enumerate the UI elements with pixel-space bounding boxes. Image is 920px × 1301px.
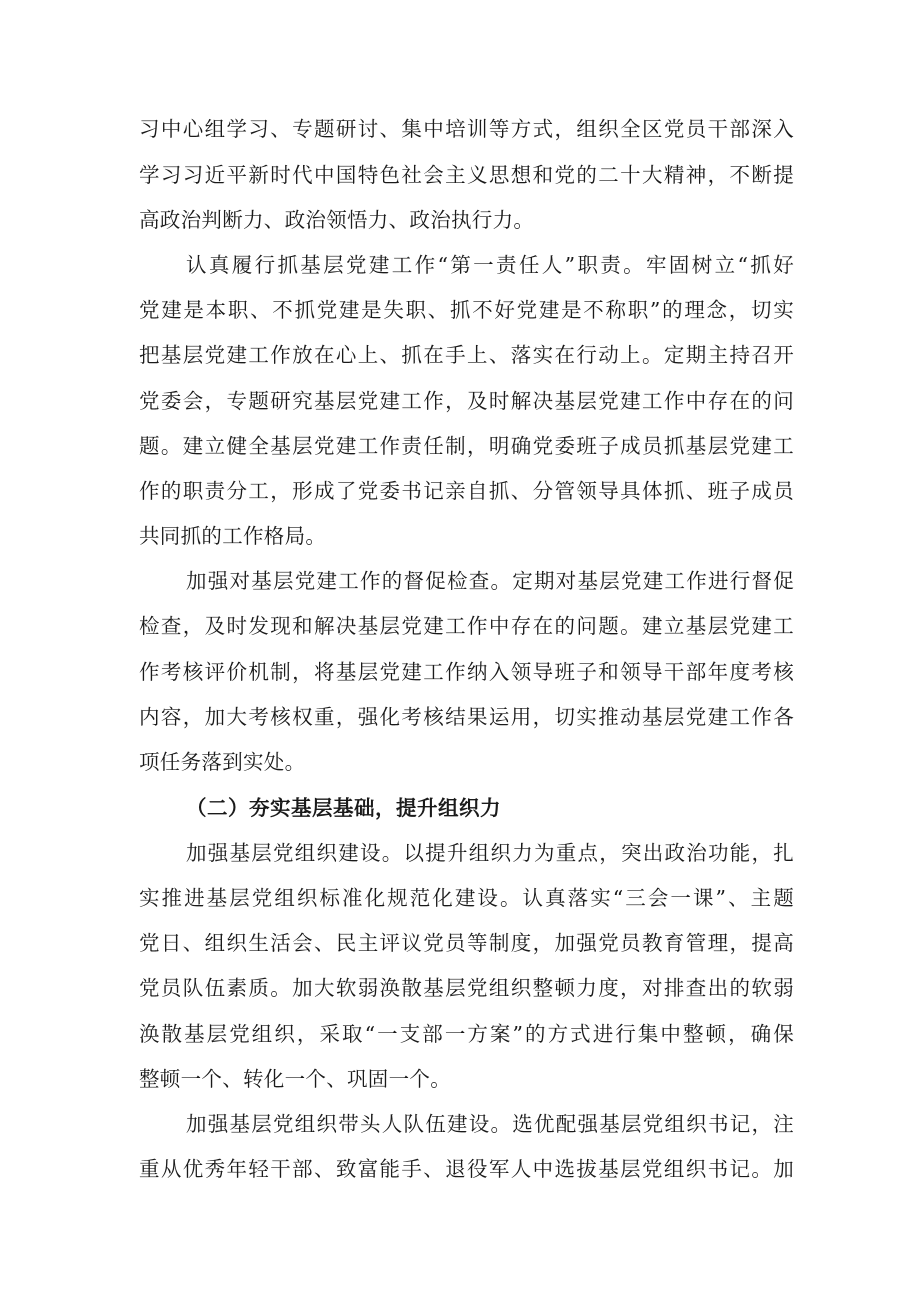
text-line: 整顿一个、转化一个、巩固一个。 <box>139 1067 451 1091</box>
paragraph-start-line: 加强对基层党建工作的督促检查。定期对基层党建工作进行督促 <box>186 569 794 593</box>
text-line: 共同抓的工作格局。 <box>139 524 327 548</box>
section-heading: （二）夯实基层基础，提升组织力 <box>186 796 501 820</box>
text-line: 题。建立健全基层党建工作责任制，明确党委班子成员抓基层党建工 <box>139 434 794 458</box>
text-line: 党建是本职、不抓党建是失职、抓不好党建是不称职”的理念，切实 <box>139 298 794 322</box>
text-line: 党员队伍素质。加大软弱涣散基层党组织整顿力度，对排查出的软弱 <box>139 976 794 1000</box>
text-line: 重从优秀年轻干部、致富能手、退役军人中选拔基层党组织书记。加 <box>139 1157 794 1181</box>
paragraph-start-line: 认真履行抓基层党建工作“第一责任人”职责。牢固树立“抓好 <box>186 253 794 277</box>
text-line: 实推进基层党组织标准化规范化建设。认真落实“三会一课”、主题 <box>139 886 794 910</box>
text-line: 高政治判断力、政治领悟力、政治执行力。 <box>139 208 535 232</box>
text-line: 党日、组织生活会、民主评议党员等制度，加强党员教育管理，提高 <box>139 931 794 955</box>
text-line: 学习习近平新时代中国特色社会主义思想和党的二十大精神，不断提 <box>139 163 794 187</box>
text-line: 检查，及时发现和解决基层党建工作中存在的问题。建立基层党建工 <box>139 614 794 638</box>
paragraph-start-line: 加强基层党组织带头人队伍建设。选优配强基层党组织书记，注 <box>186 1112 794 1136</box>
text-line: 内容，加大考核权重，强化考核结果运用，切实推动基层党建工作各 <box>139 705 794 729</box>
text-line: 习中心组学习、专题研讨、集中培训等方式，组织全区党员干部深入 <box>139 117 794 141</box>
text-line: 涣散基层党组织，采取“一支部一方案”的方式进行集中整顿，确保 <box>139 1022 794 1046</box>
text-line: 作的职责分工，形成了党委书记亲自抓、分管领导具体抓、班子成员 <box>139 479 794 503</box>
text-line: 党委会，专题研究基层党建工作，及时解决基层党建工作中存在的问 <box>139 389 794 413</box>
text-line: 项任务落到实处。 <box>139 750 306 774</box>
text-line: 把基层党建工作放在心上、抓在手上、落实在行动上。定期主持召开 <box>139 343 794 367</box>
text-line: 作考核评价机制，将基层党建工作纳入领导班子和领导干部年度考核 <box>139 660 794 684</box>
paragraph-start-line: 加强基层党组织建设。以提升组织力为重点，突出政治功能，扎 <box>186 841 794 865</box>
